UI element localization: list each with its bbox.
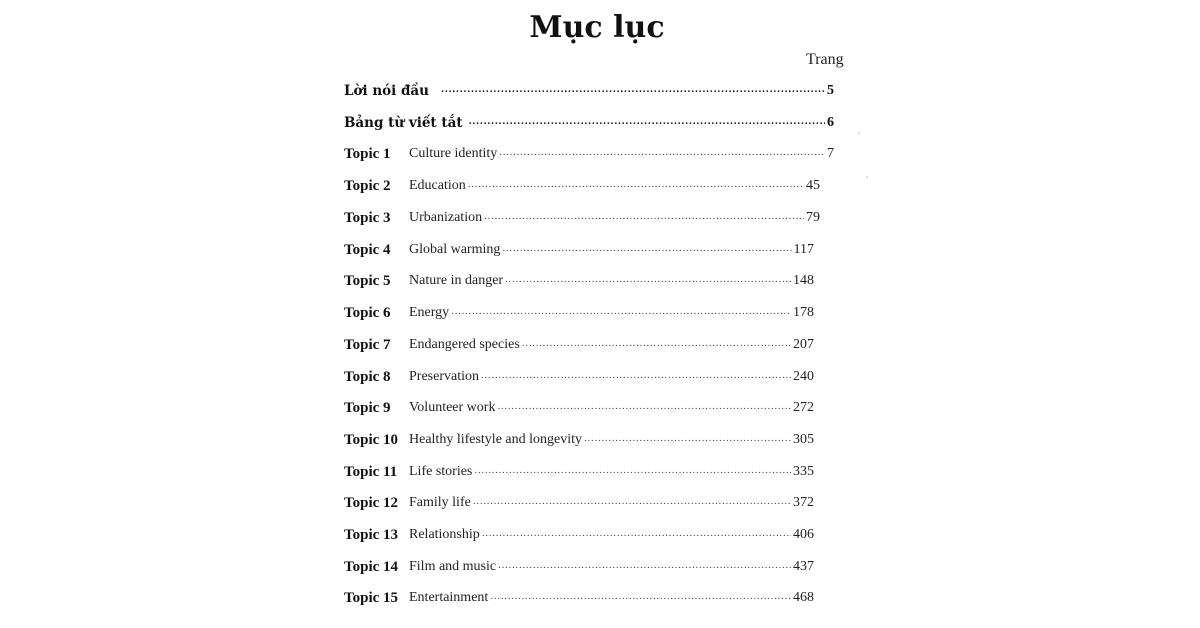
topic-number: Topic 11	[344, 464, 398, 480]
toc-entry-front-matter[interactable]	[344, 78, 834, 100]
topic-title: Film and music	[409, 559, 497, 574]
topic-number: Topic 12	[344, 495, 399, 511]
toc-page-number: 117	[793, 242, 814, 257]
toc-page-number: 79	[806, 210, 820, 225]
scan-speck	[858, 132, 860, 134]
toc-page-number: 468	[793, 590, 814, 605]
scan-speck	[866, 176, 868, 178]
toc-entry-topic[interactable]	[344, 332, 814, 354]
topic-title: Preservation	[409, 369, 479, 384]
topic-title: Nature in danger	[409, 273, 504, 288]
topic-number: Topic 5	[344, 273, 391, 289]
toc-page-number: 372	[793, 495, 814, 510]
dot-leader	[584, 433, 791, 449]
dot-leader	[482, 528, 791, 544]
toc-entry-label: Lời nói đầu	[344, 83, 429, 99]
topic-number: Topic 2	[344, 178, 391, 194]
dot-leader	[473, 496, 791, 512]
dot-leader	[499, 147, 825, 163]
toc-entry-topic[interactable]	[344, 141, 834, 163]
dot-leader	[481, 370, 791, 386]
topic-title: Healthy lifestyle and longevity	[409, 432, 583, 447]
topic-title: Volunteer work	[409, 400, 496, 415]
toc-page-number: 178	[793, 305, 814, 320]
dot-leader	[441, 84, 825, 100]
toc-page-number: 6	[827, 115, 834, 130]
toc-page-number: 148	[793, 273, 814, 288]
topic-number: Topic 8	[344, 369, 391, 385]
dot-leader	[490, 591, 791, 607]
toc-entry-topic[interactable]	[344, 490, 814, 512]
topic-number: Topic 4	[344, 242, 391, 258]
toc-page-number: 5	[827, 83, 834, 98]
topic-number: Topic 13	[344, 527, 399, 543]
topic-title: Energy	[409, 305, 450, 320]
toc-page-number: 7	[827, 146, 834, 161]
toc-entry-front-matter[interactable]	[344, 110, 834, 132]
dot-leader	[497, 401, 791, 417]
toc-entry-label: Bảng từ viết tắt	[344, 115, 463, 131]
topic-number: Topic 14	[344, 559, 399, 575]
topic-number: Topic 6	[344, 305, 391, 321]
toc-page-number: 437	[793, 559, 814, 574]
toc-entry-topic[interactable]	[344, 522, 814, 544]
toc-entry-topic[interactable]	[344, 300, 814, 322]
toc-page-number: 406	[793, 527, 814, 542]
toc-entry-topic[interactable]	[344, 205, 820, 227]
page-column-label: Trang	[806, 51, 844, 68]
toc-entry-topic[interactable]	[344, 427, 814, 449]
dot-leader	[474, 465, 791, 481]
topic-title: Urbanization	[409, 210, 483, 225]
dot-leader	[451, 306, 791, 322]
toc-page-number: 240	[793, 369, 814, 384]
topic-title: Global warming	[409, 242, 501, 257]
topic-number: Topic 3	[344, 210, 391, 226]
toc-entry-topic[interactable]	[344, 268, 814, 290]
dot-leader	[468, 179, 804, 195]
topic-number: Topic 15	[344, 590, 399, 606]
topic-title: Education	[409, 178, 466, 193]
topic-title: Family life	[409, 495, 471, 510]
topic-number: Topic 10	[344, 432, 399, 448]
dot-leader	[469, 116, 825, 132]
topic-title: Entertainment	[409, 590, 489, 605]
dot-leader	[484, 211, 804, 227]
topic-number: Topic 7	[344, 337, 391, 353]
toc-entry-topic[interactable]	[344, 237, 814, 259]
dot-leader	[502, 243, 791, 259]
toc-page-number: 207	[793, 337, 814, 352]
dot-leader	[522, 338, 791, 354]
topic-number: Topic 9	[344, 400, 391, 416]
toc-entry-topic[interactable]	[344, 585, 814, 607]
toc-entry-topic[interactable]	[344, 173, 820, 195]
toc-page-number: 335	[793, 464, 814, 479]
dot-leader	[505, 274, 791, 290]
topic-title: Life stories	[409, 464, 473, 479]
toc-page-number: 305	[793, 432, 814, 447]
topic-title: Endangered species	[409, 337, 520, 352]
toc-page-number: 272	[793, 400, 814, 415]
page-title: Mục lục	[529, 10, 665, 45]
topic-title: Relationship	[409, 527, 480, 542]
toc-entry-topic[interactable]	[344, 395, 814, 417]
dot-leader	[498, 560, 791, 576]
topic-number: Topic 1	[344, 146, 391, 162]
topic-title: Culture identity	[409, 146, 498, 161]
toc-entry-topic[interactable]	[344, 459, 814, 481]
toc-page-number: 45	[806, 178, 820, 193]
toc-entry-topic[interactable]	[344, 364, 814, 386]
toc-entry-topic[interactable]	[344, 554, 814, 576]
